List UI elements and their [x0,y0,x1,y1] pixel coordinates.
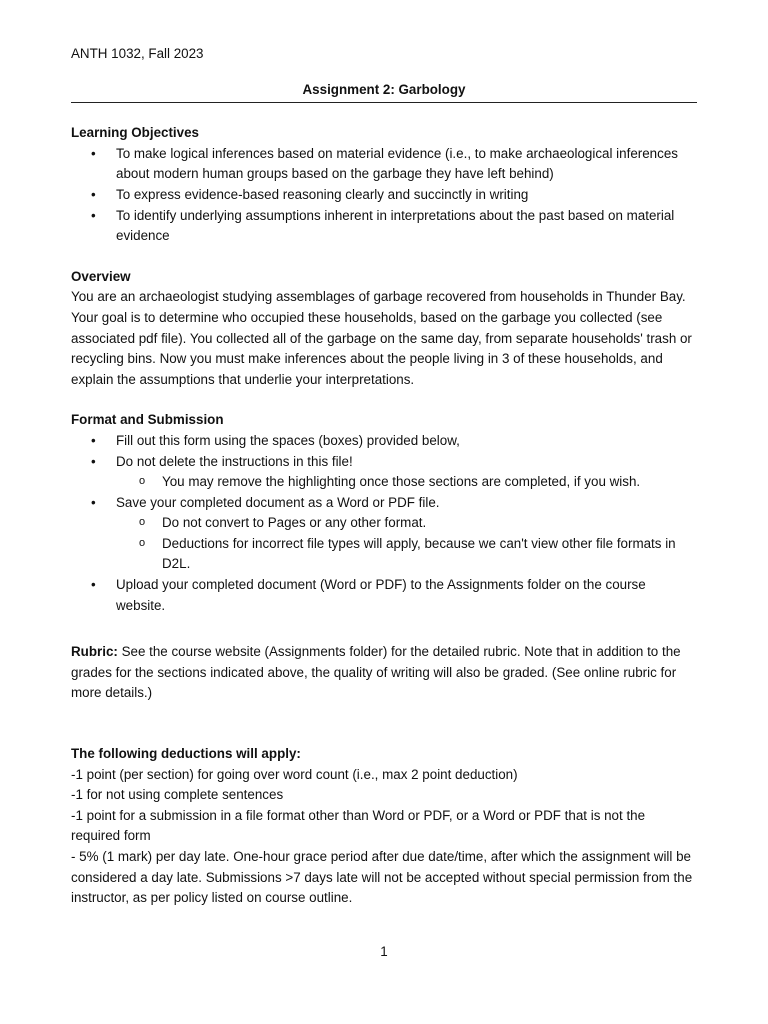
learning-objectives-list [71,144,697,247]
learning-objectives-heading: Learning Objectives [71,125,199,141]
rubric-paragraph [71,642,697,704]
format-subitem: o Deductions for incorrect file types will apply, because we can't view other file formats in D2L. [71,534,697,575]
document-page [71,44,697,909]
deduction-line: - 5% (1 mark) per day late. One-hour grace period after due date/time, after which the assignment will be considered a day late. Submissions >7 days late will not be accepted without special permission from the instructor, as per policy listed on course outline. [71,849,693,906]
objective-item: • To express evidence-based reasoning clearly and succinctly in writing [71,185,697,206]
overview-heading: Overview [71,268,131,284]
rubric-label: Rubric: [71,644,118,660]
objective-item: • To make logical inferences based on material evidence (i.e., to make archaeological inferences about modern human groups based on the garbage they have left behind) [71,144,697,185]
course-header: ANTH 1032, Fall 2023 [71,46,204,61]
deduction-line: -1 point for a submission in a file format other than Word or PDF, or a Word or PDF that is not the required form [71,807,646,844]
page-number: 1 [380,944,388,959]
overview-text: You are an archaeologist studying assemblages of garbage recovered from households in Thunder Bay. Your goal is to determine who occupied these households, based on the garbage you collected (see associated pdf file). You collected all of the garbage on the same day, from separate households' trash or recycling bins. Now you must make inferences about the people living in 3 of these households, and explain the assumptions that underlie your interpretations. [71,289,692,387]
deduction-line: -1 point (per section) for going over word count (i.e., max 2 point deduction) [71,766,518,782]
deduction-line: -1 for not using complete sentences [71,787,284,803]
format-subitem: o You may remove the highlighting once those sections are completed, if you wish. [71,472,697,493]
format-item: • Do not delete the instructions in this file! [71,452,697,473]
deductions-heading: The following deductions will apply: [71,746,301,762]
title-block [71,80,697,104]
assignment-title: Assignment 2: Garbology [302,81,466,97]
rubric-text: See the course website (Assignments folder) for the detailed rubric. Note that in addition to the grades for the sections indicated above, the quality of writing will also be graded. (See online rubric for more details.) [71,644,681,701]
format-item: • Upload your completed document (Word or PDF) to the Assignments folder on the course website. [71,575,697,616]
format-heading: Format and Submission [71,412,224,428]
objective-item: • To identify underlying assumptions inherent in interpretations about the past based on material evidence [71,206,697,247]
format-item: • Fill out this form using the spaces (boxes) provided below, [71,431,697,452]
format-subitem: o Do not convert to Pages or any other format. [71,513,697,534]
format-list [71,431,697,616]
format-item: • Save your completed document as a Word or PDF file. [71,493,697,514]
